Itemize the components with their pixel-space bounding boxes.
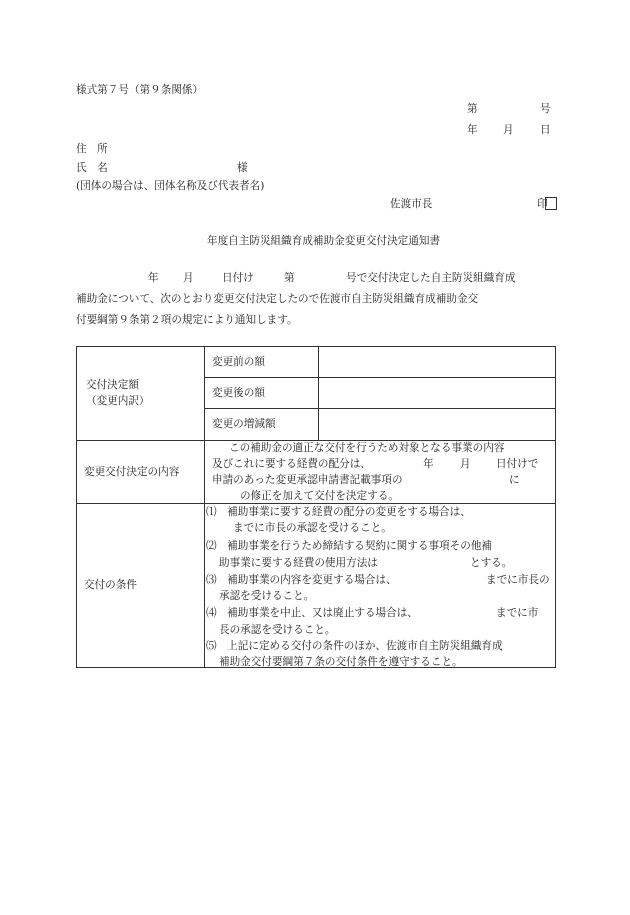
condition-2-tosuru: とする。 [470, 557, 513, 569]
condition-3-madeni: までに市長の [486, 574, 550, 586]
section2-month: 月 [460, 458, 471, 470]
table-border-top [76, 346, 556, 347]
amount-diff-label: 変更の増減額 [212, 418, 276, 430]
body-line-3: 付要綱第９条第２項の規定により通知します。 [76, 314, 298, 326]
condition-3-line-1: ⑶ 補助事業の内容を変更する場合は、 [206, 574, 397, 586]
decision-table [76, 346, 556, 668]
group-note: (団体の場合は、団体名称及び代表者名) [76, 180, 265, 192]
table-label-column-line [204, 346, 205, 668]
issue-number-go: 号 [540, 103, 551, 115]
body-line-2: 補助金について、次のとおり変更交付決定したので佐渡市自主防災組織育成補助金交 [76, 293, 479, 305]
section2-line-2: 及びこれに要する経費の配分は、 [212, 458, 371, 470]
issue-date-year: 年 [467, 124, 478, 136]
condition-5-line-1: ⑸ 上記に定める交付の条件のほか、佐渡市自主防災組織育成 [206, 640, 503, 652]
body-month: 月 [183, 272, 194, 284]
table-border-left [76, 346, 77, 668]
address-label: 住 所 [76, 143, 108, 155]
document-title: 年度自主防災組織育成補助金変更交付決定通知書 [207, 235, 441, 247]
table-divider-1 [76, 440, 556, 441]
form-number: 様式第７号（第９条関係） [76, 84, 204, 96]
issuer-title: 佐渡市長 [390, 198, 433, 210]
section2-line-1: この補助金の適正な交付を行うため対象となる事業の内容 [229, 442, 505, 454]
issue-date-day: 日 [540, 124, 551, 136]
condition-3-line-2: 承認を受けること。 [219, 590, 315, 602]
issue-number-dai: 第 [467, 103, 478, 115]
condition-4-line-1: ⑷ 補助事業を中止、又は廃止する場合は、 [206, 607, 418, 619]
section2-line-4: の修正を加えて交付を決定する。 [240, 490, 399, 502]
issue-date-month: 月 [503, 124, 514, 136]
amount-row-line-2 [204, 408, 556, 409]
table-border-right [555, 346, 556, 668]
section1-sublabel: （変更内訳） [86, 395, 150, 407]
body-dai: 第 [284, 272, 295, 284]
section1-label: 交付決定額 [86, 379, 139, 391]
condition-4-madeni: までに市 [496, 607, 539, 619]
amount-value-column-line [318, 346, 319, 440]
seal-mark: 印 [537, 198, 548, 210]
condition-2-line-1: ⑵ 補助事業を行うため締結する契約に関する事項その他補 [206, 540, 493, 552]
amount-after-label: 変更後の額 [212, 387, 265, 399]
table-divider-2 [76, 503, 556, 504]
condition-1-line-1: ⑴ 補助事業に要する経費の配分の変更をする場合は、 [206, 506, 471, 518]
condition-2-line-2: 助事業に要する経費の使用方法は [219, 557, 378, 569]
condition-1-line-2: までに市長の承認を受けること。 [233, 522, 392, 534]
condition-5-line-2: 補助金交付要綱第７条の交付条件を遵守すること。 [219, 656, 463, 668]
section3-label: 交付の条件 [84, 579, 137, 591]
amount-row-line-1 [204, 377, 556, 378]
amount-before-label: 変更前の額 [212, 356, 265, 368]
section2-line-3: 申請のあった変更承認申請書記載事項の [212, 474, 403, 486]
body-year: 年 [148, 272, 159, 284]
condition-4-line-2: 長の承認を受けること。 [219, 624, 336, 636]
body-go-text: 号で交付決定した自主防災組織育成 [346, 272, 516, 284]
section2-ni: に [509, 474, 520, 486]
section2-label: 変更交付決定の内容 [84, 466, 180, 478]
body-day: 日付け [222, 272, 254, 284]
section2-day: 日付けで [496, 458, 539, 470]
name-label: 氏 名 [76, 162, 108, 174]
section2-year: 年 [423, 458, 434, 470]
honorific: 様 [237, 162, 248, 174]
seal-box [545, 197, 557, 210]
